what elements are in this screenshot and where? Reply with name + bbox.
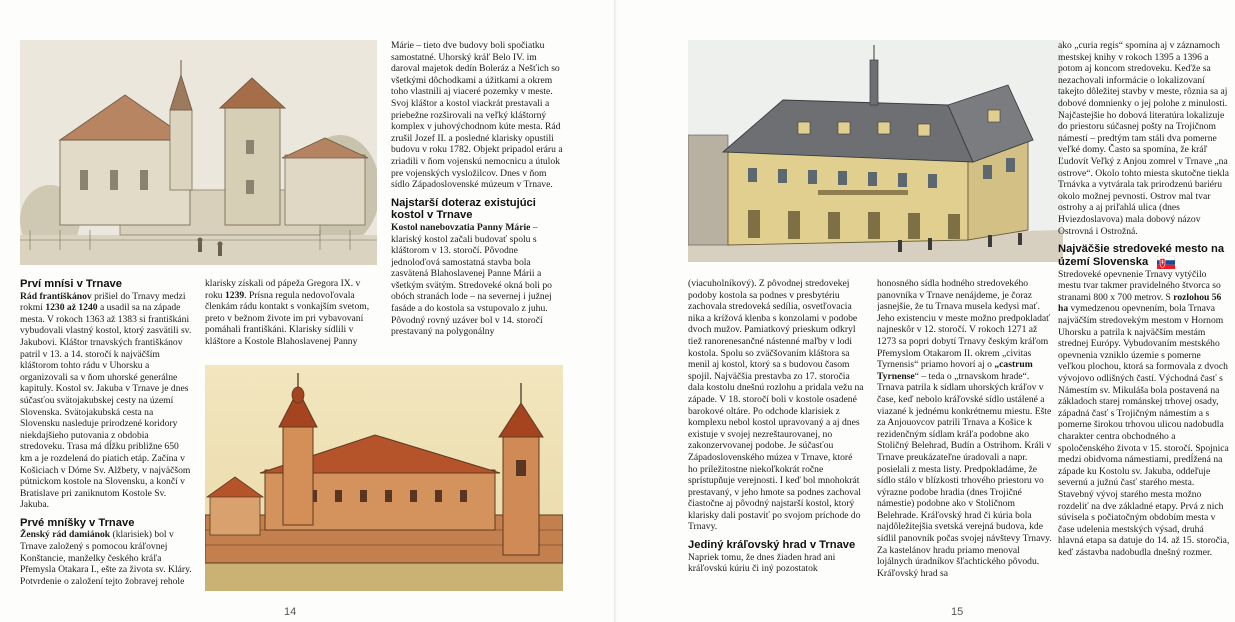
text-run: prišiel do Trnavy medzi rokmi (20, 290, 186, 314)
text-run: Stredoveké opevnenie Trnavy vytýčilo mestu tvar takmer pravidelného štvorca so stranami 800 x 700 metrov. S (1058, 268, 1221, 303)
clarisse-church-illustration (205, 365, 563, 591)
right-page (618, 0, 1235, 622)
page-number-left: 14 (284, 606, 297, 618)
bold-run: rozlohou 56 ha (1058, 291, 1222, 315)
paragraph-curia-regis: ako „curia regis“ spomína aj v záznamoch mestskej knihy v rokoch 1395 a 1396 a potom aj koncom stredoveku. Keďže sa nezachovali informácie o lokalizovaní takejto dôležitej stavby v meste, rôznia sa aj dobové domnienky o jej polohe z minulosti. Najčastejšie ho dobová literatúra lokalizuje do priestoru súčasnej pošty na Trojičnom námestí – predtým tam stáli dva pomerne veľké domy. Často sa spomína, že kráľ Ľudovít Veľký z Anjou zomrel v Trnave „na ostrove“. Okolo tohto miesta skutočne tiekla Trnávka a vytvárala tak prirodzenú bariéru okolo možnej pevnosti. Ostrov mal tvar ostrohy a aj priľahlá ulica (dnes Hviezdoslavova) mala dobový názov Ostrovná i Ostrožná. (1058, 40, 1230, 237)
paragraph-franciscans (20, 291, 192, 511)
left-page (0, 0, 616, 622)
bold-run: „castrum Tyrnense (877, 359, 1033, 382)
paragraph-clarisses (205, 278, 377, 348)
royal-house-illustration (688, 40, 1063, 262)
text-run: “ – teda o „trnavskom hrade“. Trnava patrila k sídlam uhorských kráľov v čase, keď nebolo kráľovské sídlo ustálené a viazané k jednému konkrétnemu miestu. Ešte za Anjouovcov patrili Trnava a Košice k rezidenčným sídlam kráľa podobne ako Stoličný Belehrad, Budín a Ostrihom. Králi v Trnave preukázateľne úradovali a napr. posielali z mesta listy. Predpokladáme, že sídlo stálo v blízkosti trhového priestoru vo výrazne podobe hradia (dnes Trojičné námestie) podobne ako v Stoličnom Belehrade. Kráľovský hrad či kúria bola najdôležitejšia svetská verejná budova, kde sídlil panovník počas svojej návštevy Trnavy. Za kastelánov hradu priamo menoval lojálnych úradníkov šľachtického pôvodu. Kráľovský hrad sa (877, 370, 1052, 579)
bold-run: Rád františkánov (20, 290, 92, 302)
heading-largest-town-text: Najväčšie stredoveké mesto na území Slovenska (1058, 243, 1225, 268)
text-run: honosného sídla hodného stredovekého panovníka v Trnave nenájdeme, je čoraz jasnejšie, že tu Trnava musela kedysi mať. Jeho existenciu v meste možno predpokladať najneskôr v 12. storočí. V rokoch 1271 až 1273 sa popri dobytí Trnavy českým kráľom Přemyslom Otakarom II. okrem „civitas Tyrnensis“ priamo hovorí aj o (877, 278, 1051, 371)
heading-royal-castle: Jediný kráľovský hrad v Trnave (688, 539, 856, 552)
paragraph-royal-castle-start: Napriek tomu, že dnes žiaden hrad ani kráľovskú kúriu či iný pozostatok (688, 551, 836, 575)
bold-run: Ženský rád damiánok (20, 529, 111, 541)
left-column-3 (391, 40, 567, 360)
paragraph-damianites (20, 529, 192, 587)
right-column-2 (877, 278, 1053, 596)
text-run: (klarisiek) bol v Trnave založený s pomocou kráľovnej Konštancie, manželky českého kráľa Přemysla Otakara I., ešte za života sv. Kláry. Potvrdenie o založení tejto žobravej rehole (20, 529, 192, 587)
slovak-flag-icon (1157, 256, 1175, 269)
heading-first-nuns: Prvé mníšky v Trnave (20, 516, 135, 529)
franciscan-church-illustration (20, 40, 377, 265)
right-column-3 (1058, 40, 1230, 600)
text-run: vymedzenou opevnením, bola Trnava najväčším stredovekým mestom v Hornom Uhorsku a patrila k najväčším mestám strednej Európy. Vybudovaním mestského opevnenia vzniklo územie s pomerne veľkou plochou, ktorá sa formovala z dvoch vývojovo odlišných častí. Východná časť s Námestím sv. Mikuláša bola postavená na základoch starej románskej trhovej osady, západná časť s Trojičným námestím a s pomerne širokou trhovou ulicou nadobudla charakter centra obchodného a spoločenského života v 15. storočí. Spojnica medzi obidvoma námestiami, predĺžená na západe ku Kostolu sv. Jakuba, oddeľuje severnú a južnú časť starého mesta. Stavebný vývoj starého mesta možno rozdeliť na dve základné etapy. Prvá z nich súvisela s počiatočným obdobím mesta v čase udelenia mestských výsad, druhá hlavná etapa sa datuje do 14. až 15. storočia, keď zástavba nadobudla dnešný rozmer. (1058, 303, 1230, 558)
heading-first-monks: Prví mnísi v Trnave (20, 278, 122, 290)
heading-oldest-church: Najstarší doteraz existujúci kostol v Trnave (391, 196, 536, 222)
text-run: a usadil sa na západe mesta. V rokoch 1363 až 1383 si františkáni vybudovali vlastný kostol, ktorý zasvätili sv. Jakubovi. Kláštor trnavských františkánov patril v 13. a 14. storočí k najväčším kláštorom tohto rádu v Uhorsku a organizovali sa v ňom uhorské generálne kapituly. Kostol sv. Jakuba v Trnave je dnes súčasťou svätojakubskej cesty na území Slovenska. Svätojakubská cesta na Slovensku nasleduje prirodzené koridory niekdajšieho putovania z obdobia stredoveku. Trasa má dĺžku približne 650 km a je rozdelená do piatich etáp. Začína v Košiciach v Dóme Sv. Alžbety, v najväčšom pútnickom kostole na Slovensku, a končí v Bratislave pri zaniknutom Kostole Sv. Jakuba. (20, 302, 192, 511)
left-column-2 (205, 278, 377, 358)
paragraph-assumption-church (391, 222, 567, 338)
left-column-1 (20, 278, 192, 593)
text-run: – klariský kostol začali budovať spolu s kláštorom v 13. storočí. Pôvodne jednoloďová samostatná stavba bola zasvätená Blahoslavenej Panne Márii a všetkým svätým. Stredoveké okná boli po obóch stranách lode – na severnej i južnej fasáde a do kostola sa vstupovalo z juhu. Pôvodný rovný uzáver bol v 14. storočí prestavaný na polygonálny (391, 221, 552, 338)
bold-run: 1230 až 1240 (45, 302, 98, 314)
text-run: . Prísna regula nedovoľovala členkám rádu kontakt s vonkajším svetom, preto v bežnom živote im pri vybavovaní pomáhali františkáni. Klarisky sídlili v kláštore a Kostole Blahoslavenej Panny (205, 289, 370, 347)
paragraph-church-continuation: (viacuholníkový). Z pôvodnej stredovekej podoby kostola sa podnes v presbytériu zachovala stredoveká sedília, osvetľovacia nika a krížová klenba s konzolami v podobe dvoch mužov. Pamiatkový prieskum odkryl tiež ranorenesančné nástenné maľby v lodi kostola. Spolu so zväčšovaním kláštora sa menil aj kostol, ktorý sa s budovou časom spojil. Najväčšia prestavba zo 17. storočia dala kostolu dnešnú rozlohu a pridala vežu na západe. V 18. storočí boli v kostole osadené barokové oltáre. Po odchode klarisiek z komplexu nebol kostol upravovaný a aj dnes existuje v svojej nezreštaurovanej, no zakonzervovanej podobe. Je súčasťou Západoslovenského múzea v Trnave, ktoré ho príležitostne niekoľkokrát ročne sprístupňuje verejnosti. I keď bol mnohokrát prestavaný, v jeho hmote sa podnes zachoval čiastočne aj pôvodný najstarší kostol, ktorý klarisky dali postaviť po svojom príchode do Trnavy. (688, 278, 864, 533)
bold-run: 1239 (224, 289, 245, 301)
paragraph-royal-seat (877, 278, 1053, 579)
paragraph-monastery-history: Márie – tieto dve budovy boli spočiatku samostatné. Uhorský kráľ Belo IV. im daroval majetok dedín Boleráz a Nešťich so všetkými dôchodkami a úžitkami a okrem toho vlastnili aj viaceré pozemky v meste. Svoj kláštor a kostol viackrát prestavali a priebežne rozširovali na veľký kláštorný komplex v juhovýchodnom kúte mesta. Rád zrušil Jozef II. a posledné klarisky opustili budovu v roku 1782. Objekt pripadol eráru a zriadili v ňom vojenskú nemocnicu a útulok pre vojenských vysložilcov. Dnes v ňom sídlo Západoslovenské múzeum v Trnave. (391, 40, 563, 191)
text-run: klarisky získali od pápeža Gregora IX. v roku (205, 278, 361, 301)
right-column-1 (688, 278, 864, 596)
page-number-right: 15 (951, 606, 964, 618)
paragraph-fortification (1058, 269, 1230, 559)
heading-largest-town (1058, 243, 1230, 269)
bold-run: Kostol nanebovzatia Panny Márie (391, 221, 531, 233)
